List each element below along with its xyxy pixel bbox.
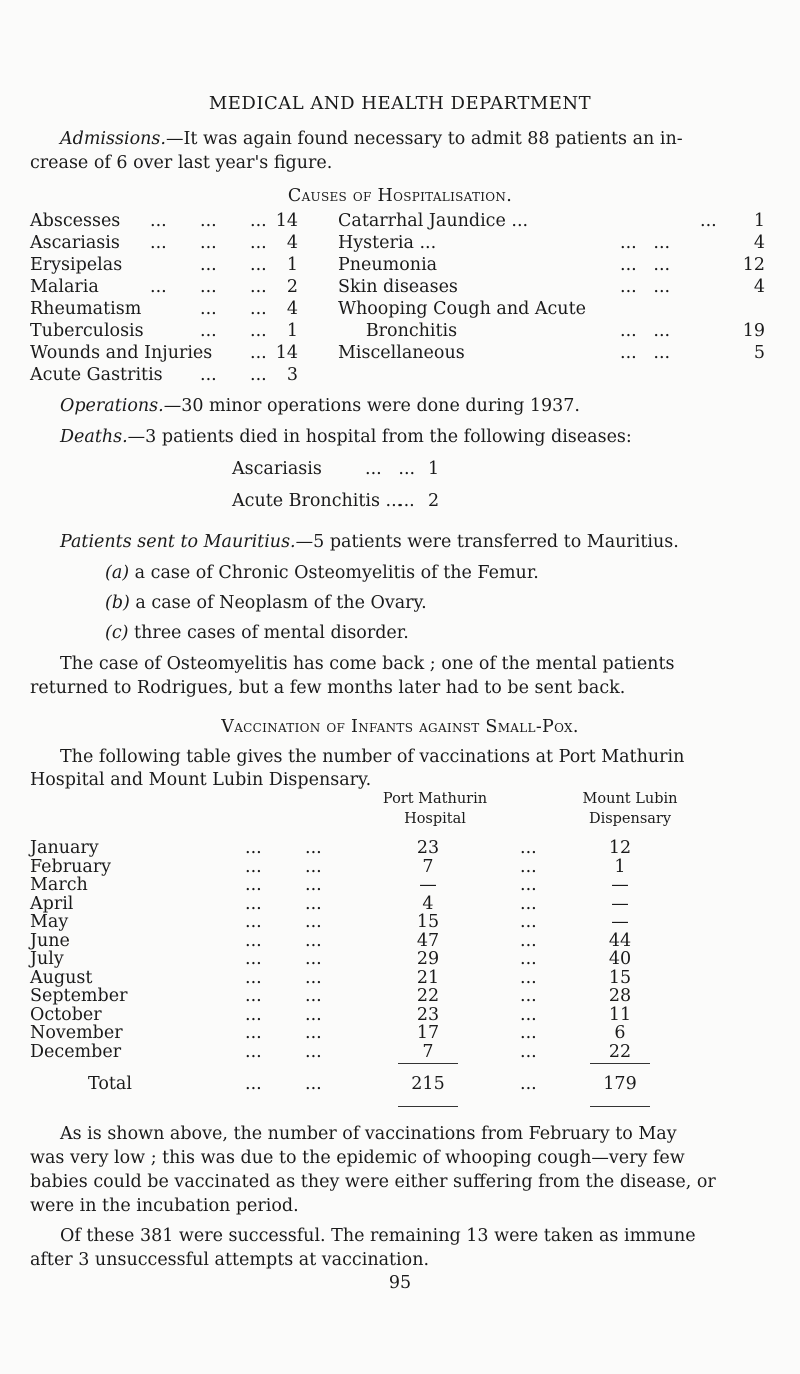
admissions-line-1 bbox=[60, 128, 683, 151]
table-row-dots: ... bbox=[520, 949, 537, 969]
cause-left-6: Wounds and Injuries bbox=[30, 343, 213, 363]
table-row-month: June bbox=[30, 930, 70, 951]
closing-p1-1: As is shown above, the number of vaccinations from February to May bbox=[60, 1124, 677, 1144]
cause-right-1: Hysteria ... bbox=[338, 233, 437, 253]
cause-left-2: Erysipelas bbox=[30, 255, 123, 275]
table-row-dots: ... bbox=[305, 1023, 322, 1043]
table-row-month: January bbox=[30, 838, 99, 858]
col2-header-2: Dispensary bbox=[588, 811, 672, 827]
table-row-dots: ... bbox=[305, 949, 322, 969]
table-row-dots: ... bbox=[305, 1004, 322, 1025]
table-row-dots: ... bbox=[245, 986, 262, 1006]
total-rule-top-2 bbox=[590, 1063, 650, 1064]
cause-left-7-count: 3 bbox=[286, 365, 298, 385]
cause-right-5-count: 19 bbox=[742, 321, 765, 341]
deaths-text: —3 patients died in hospital from the following diseases: bbox=[127, 427, 632, 447]
cause-left-1-count: 4 bbox=[286, 233, 298, 253]
death-cause-0: Ascariasis bbox=[232, 459, 322, 479]
table-row-port-mathurin: 23 bbox=[416, 1004, 440, 1025]
operations-label: Operations. bbox=[60, 396, 164, 416]
deaths-label: Deaths. bbox=[60, 427, 128, 447]
table-row-dots: ... bbox=[520, 967, 537, 988]
cause-left-2-count: 1 bbox=[286, 255, 298, 275]
cause-right-3: Skin diseases bbox=[338, 277, 458, 297]
total-mount-lubin: 179 bbox=[603, 1074, 637, 1094]
cause-left-5: Tuberculosis bbox=[30, 321, 144, 341]
table-row-dots: ... bbox=[245, 949, 262, 969]
cause-right-4: Whooping Cough and Acute bbox=[338, 299, 586, 319]
closing-p1-2: was very low ; this was due to the epidemic of whooping cough—very few bbox=[30, 1148, 685, 1168]
table-row-month: September bbox=[30, 986, 128, 1006]
table-row-dots: ... bbox=[245, 838, 262, 858]
table-row-dots: ... bbox=[305, 875, 322, 895]
table-row-mount-lubin: 44 bbox=[608, 930, 632, 951]
table-row-mount-lubin: 11 bbox=[608, 1004, 632, 1025]
total-rule-top-1 bbox=[398, 1063, 458, 1064]
table-row-dots: ... bbox=[520, 1004, 537, 1025]
table-row-dots: ... bbox=[245, 967, 262, 988]
table-row-mount-lubin: — bbox=[611, 875, 629, 895]
table-row-dots: ... bbox=[520, 856, 537, 877]
table-row-mount-lubin: 6 bbox=[614, 1023, 626, 1043]
cause-left-7: Acute Gastritis bbox=[30, 365, 163, 385]
table-row-port-mathurin: 47 bbox=[416, 930, 440, 951]
table-row-month: May bbox=[30, 912, 69, 932]
deaths-line bbox=[60, 426, 632, 449]
table-row-mount-lubin: — bbox=[611, 912, 629, 932]
table-row-dots: ... bbox=[245, 912, 262, 932]
table-row-mount-lubin: 15 bbox=[608, 967, 632, 988]
table-row-mount-lubin: 22 bbox=[608, 1041, 632, 1062]
mauritius-item-a: (a) a case of Chronic Osteomyelitis of the Femur. bbox=[105, 563, 539, 583]
operations-line bbox=[60, 395, 580, 418]
cause-left-5-count: 1 bbox=[286, 321, 298, 341]
table-row-dots: ... bbox=[520, 1023, 537, 1043]
table-row-dots: ... bbox=[245, 1023, 262, 1043]
cause-right-5: Bronchitis bbox=[338, 321, 458, 341]
cause-right-0-count: 1 bbox=[753, 211, 765, 231]
closing-p1-3: babies could be vaccinated as they were either suffering from the disease, or bbox=[30, 1172, 716, 1192]
table-row-port-mathurin: 23 bbox=[416, 838, 440, 858]
table-row-mount-lubin: — bbox=[611, 893, 629, 914]
table-row-port-mathurin: 7 bbox=[422, 1041, 434, 1062]
closing-p2-1: Of these 381 were successful. The remaining 13 were taken as immune bbox=[60, 1226, 696, 1246]
col2-header-1: Mount Lubin bbox=[582, 791, 678, 807]
mauritius-line bbox=[60, 531, 679, 554]
table-row-dots: ... bbox=[305, 1041, 322, 1062]
cause-left-0-count: 14 bbox=[275, 211, 298, 231]
table-row-mount-lubin: 1 bbox=[614, 856, 626, 877]
table-row-port-mathurin: 17 bbox=[416, 1023, 440, 1043]
closing-p2-2: after 3 unsuccessful attempts at vaccination. bbox=[30, 1250, 430, 1270]
cause-left-3: Malaria bbox=[30, 277, 99, 297]
mauritius-label: Patients sent to Mauritius. bbox=[60, 532, 296, 552]
total-rule-bottom-1 bbox=[398, 1106, 458, 1107]
table-row-port-mathurin: 21 bbox=[416, 967, 440, 988]
table-row-dots: ... bbox=[305, 986, 322, 1006]
table-row-dots: ... bbox=[245, 1041, 262, 1062]
total-port-mathurin: 215 bbox=[411, 1074, 445, 1094]
table-row-dots: ... bbox=[245, 893, 262, 914]
cause-right-1-count: 4 bbox=[753, 233, 765, 253]
cause-right-3-count: 4 bbox=[753, 277, 765, 297]
table-row-month: July bbox=[30, 949, 64, 969]
admissions-text: —It was again found necessary to admit 88 patients an in- bbox=[165, 129, 683, 149]
table-row-mount-lubin: 40 bbox=[608, 949, 632, 969]
cause-left-1: Ascariasis bbox=[30, 233, 120, 253]
table-row-mount-lubin: 28 bbox=[608, 986, 632, 1006]
table-row-port-mathurin: — bbox=[419, 875, 437, 895]
table-row-mount-lubin: 12 bbox=[608, 838, 632, 858]
table-row-port-mathurin: 29 bbox=[416, 949, 440, 969]
table-row-dots: ... bbox=[520, 912, 537, 932]
table-row-dots: ... bbox=[305, 856, 322, 877]
causes-heading: Causes of Hospitalisation. bbox=[287, 186, 513, 206]
table-row-port-mathurin: 22 bbox=[416, 986, 440, 1006]
page-header: MEDICAL AND HEALTH DEPARTMENT bbox=[208, 93, 592, 114]
mauritius-follow-1: The case of Osteomyelitis has come back ; one of the mental patients bbox=[60, 654, 675, 674]
table-row-dots: ... bbox=[305, 967, 322, 988]
table-row-dots: ... bbox=[520, 986, 537, 1006]
mauritius-text: —5 patients were transferred to Mauritius. bbox=[295, 532, 679, 552]
mauritius-item-b: (b) a case of Neoplasm of the Ovary. bbox=[105, 593, 427, 613]
total-rule-bottom-2 bbox=[590, 1106, 650, 1107]
table-row-dots: ... bbox=[305, 893, 322, 914]
cause-right-0: Catarrhal Jaundice ... bbox=[338, 211, 529, 231]
admissions-line-2: crease of 6 over last year's figure. bbox=[30, 153, 333, 173]
table-row-dots: ... bbox=[305, 838, 322, 858]
col1-header-1: Port Mathurin bbox=[382, 791, 488, 807]
table-row-dots: ... bbox=[305, 912, 322, 932]
mauritius-follow-2: returned to Rodrigues, but a few months later had to be sent back. bbox=[30, 678, 626, 698]
table-row-dots: ... bbox=[520, 930, 537, 951]
table-row-port-mathurin: 15 bbox=[416, 912, 440, 932]
death-cause-1: Acute Bronchitis ... bbox=[232, 491, 403, 511]
vaccination-intro-2: Hospital and Mount Lubin Dispensary. bbox=[30, 770, 372, 790]
cause-left-0: Abscesses bbox=[30, 211, 121, 231]
page-number: 95 bbox=[388, 1273, 412, 1293]
table-row-port-mathurin: 4 bbox=[422, 893, 434, 914]
table-row-month: February bbox=[30, 856, 112, 877]
cause-left-4: Rheumatism bbox=[30, 299, 142, 319]
table-row-month: October bbox=[30, 1004, 102, 1025]
table-row-month: December bbox=[30, 1041, 122, 1062]
cause-left-3-count: 2 bbox=[286, 277, 298, 297]
cause-left-4-count: 4 bbox=[286, 299, 298, 319]
admissions-label: Admissions. bbox=[60, 129, 166, 149]
cause-left-6-count: 14 bbox=[275, 343, 298, 363]
table-row-month: August bbox=[30, 967, 93, 988]
table-row-dots: ... bbox=[245, 875, 262, 895]
cause-right-6-count: 5 bbox=[753, 343, 765, 363]
table-row-month: November bbox=[30, 1023, 123, 1043]
vaccination-heading: Vaccination of Infants against Small-Pox. bbox=[221, 717, 579, 737]
table-row-dots: ... bbox=[245, 1004, 262, 1025]
table-row-month: April bbox=[30, 893, 74, 914]
table-row-dots: ... bbox=[520, 1041, 537, 1062]
table-row-dots: ... bbox=[305, 930, 322, 951]
table-row-dots: ... bbox=[520, 838, 537, 858]
cause-right-2: Pneumonia bbox=[338, 255, 438, 275]
closing-p1-4: were in the incubation period. bbox=[30, 1196, 299, 1216]
col1-header-2: Hospital bbox=[404, 811, 466, 827]
total-label: Total bbox=[88, 1074, 132, 1094]
cause-right-6: Miscellaneous bbox=[338, 343, 465, 363]
operations-text: —30 minor operations were done during 1937. bbox=[163, 396, 580, 416]
document-page: MEDICAL AND HEALTH DEPARTMENT Admissions.—It was again found necessary to admit 88 patients an in- crease of 6 over last year's figure. Causes of Hospitalisation. Abscesses ... ... ... 14 Ascariasis ... ... ... 4 Erysipelas ... ... 1 Malaria ... ... ... 2 Rheumatism ... ... 4 Tuberculosis ... ... 1 Wounds and Injuries ... 14 Acute Gastritis ... ... 3 Catarrhal Jaundice ... ... 1 Hysteria ... ... ... 4 Pneumonia ... ... 12 Skin diseases ... ... 4 Whooping Cough and Acute Bronchitis ... ... 19 Miscellaneous ... ... 5 Operations.—30 minor operations were done during 1937. Deaths.—3 patients died in hospital from the following diseases: Ascariasis ... ... 1 Acute Bronchitis ... ... 2 Patients sent to Mauritius.—5 patients were transferred to Mauritius. (a) a case of Chronic Osteomyelitis of the Femur. (b) a case of Neoplasm of the Ovary. (c) three cases of mental disorder. The case of Osteomyelitis has come back ; one of the mental patients returned to Rodrigues, but a few months later had to be sent back. Vaccination of Infants against Small-Pox. The following table gives the number of vaccinations at Port Mathurin Hospital and Mount Lubin Dispensary. Port Mathurin Hospital Mount Lubin Dispensary January ... ... 23 ... 12 February ... ... 7 ... 1 March ... ... — ... — April ... ... 4 ... — May ... ... 15 ... — June ... ... 47 ... 44 July ... ... 29 ... 40 August ... ... 21 ... 15 September ... ... 22 ... 28 October ... ... 23 ... 11 November ... ... 17 ... 6 December ... ... 7 ... 22 Total ... ... 215 ... 179 As is shown above, the number of vaccinations from February to May was very low ; this was due to the epidemic of whooping cough—very few babies could be vaccinated as they were either suffering from the disease, or were in the incubation period. Of these 381 were successful. The remaining 13 were taken as immune after 3 unsuccessful attempts at vaccination. 95 bbox=[0, 0, 800, 1374]
table-row-dots: ... bbox=[245, 930, 262, 951]
mauritius-item-c: (c) three cases of mental disorder. bbox=[105, 623, 409, 643]
table-row-port-mathurin: 7 bbox=[422, 856, 434, 877]
vaccination-intro-1: The following table gives the number of vaccinations at Port Mathurin bbox=[60, 747, 685, 767]
table-row-dots: ... bbox=[245, 856, 262, 877]
table-row-dots: ... bbox=[520, 875, 537, 895]
cause-right-2-count: 12 bbox=[742, 255, 765, 275]
table-row-month: March bbox=[30, 875, 88, 895]
death-cause-0-count: 1 bbox=[428, 459, 440, 479]
death-cause-1-count: 2 bbox=[428, 491, 440, 511]
table-row-dots: ... bbox=[520, 893, 537, 914]
